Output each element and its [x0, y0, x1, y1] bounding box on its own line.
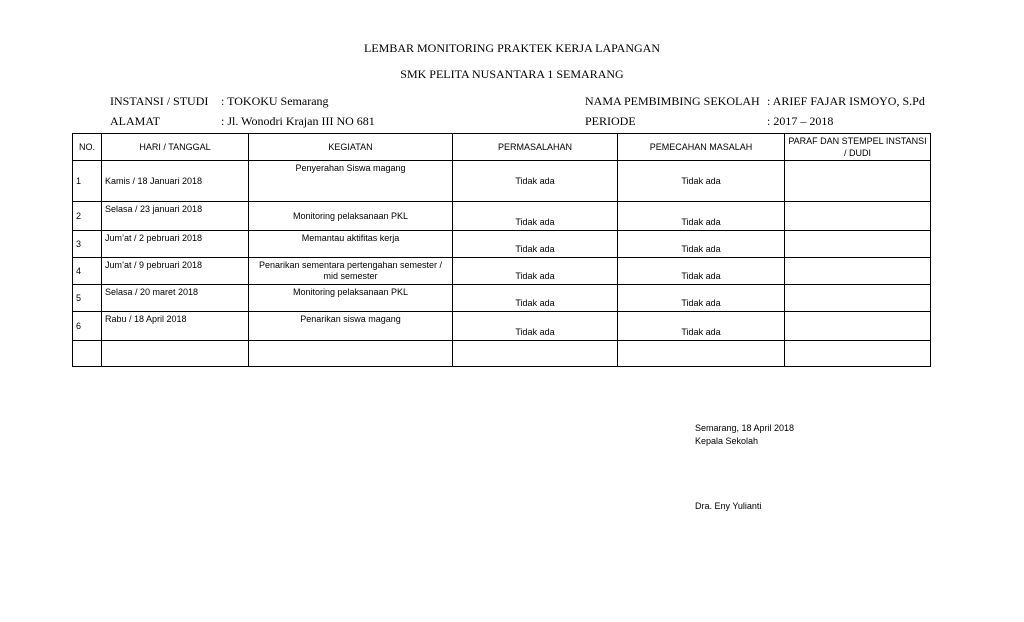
- row-date: Kamis / 18 Januari 2018: [102, 161, 249, 202]
- signature-role: Kepala Sekolah: [695, 436, 759, 446]
- row-sign: [785, 285, 931, 312]
- row-sign: [785, 231, 931, 258]
- col-header-date: HARI / TANGGAL: [102, 134, 249, 161]
- row-activity-cell: [249, 161, 453, 202]
- row-date-cell: [102, 202, 249, 231]
- row-no: 1: [73, 161, 102, 202]
- monitoring-table: [72, 133, 931, 367]
- row-solution-cell: [618, 231, 785, 258]
- row-solution-cell: [618, 285, 785, 312]
- row-solution: Tidak ada: [681, 327, 721, 337]
- row-solution: Tidak ada: [618, 161, 785, 202]
- row-problem: Tidak ada: [453, 161, 618, 202]
- row-date: Jum’at / 2 pebruari 2018: [105, 233, 203, 243]
- row-solution: Tidak ada: [681, 244, 721, 254]
- row-activity: Penarikan sementara pertengahan semester / mid semester: [258, 260, 443, 281]
- row-problem-cell: [453, 312, 618, 341]
- periode-value: : 2017 – 2018: [767, 114, 834, 128]
- col-header-sign: PARAF DAN STEMPEL INSTANSI / DUDI: [785, 134, 931, 161]
- row-solution: Tidak ada: [681, 298, 721, 308]
- table-row: [73, 231, 931, 258]
- row-activity-cell: [249, 231, 453, 258]
- col-header-activity: KEGIATAN: [249, 134, 453, 161]
- row-date-cell: [102, 285, 249, 312]
- document-title: LEMBAR MONITORING PRAKTEK KERJA LAPANGAN: [363, 41, 661, 55]
- table-header-row: [73, 134, 931, 161]
- table-row: [73, 202, 931, 231]
- row-sign: [785, 202, 931, 231]
- row-date: Selasa / 20 maret 2018: [105, 287, 199, 297]
- row-solution: Tidak ada: [681, 217, 721, 227]
- col-header-problem: PERMASALAHAN: [453, 134, 618, 161]
- row-problem: Tidak ada: [515, 298, 555, 308]
- row-date: Selasa / 23 januari 2018: [105, 204, 203, 214]
- signature-place-date: Semarang, 18 April 2018: [695, 423, 795, 433]
- row-date: [102, 341, 249, 367]
- pembimbing-value: : ARIEF FAJAR ISMOYO, S.Pd: [767, 94, 925, 108]
- pembimbing-label: NAMA PEMBIMBING SEKOLAH: [585, 94, 760, 108]
- table-row: [73, 285, 931, 312]
- periode-label: PERIODE: [585, 114, 636, 128]
- alamat-label: ALAMAT: [110, 114, 160, 128]
- table-row: [73, 258, 931, 285]
- row-activity: [249, 341, 453, 367]
- table-row: [73, 312, 931, 341]
- row-activity: Monitoring pelaksanaan PKL: [249, 202, 453, 231]
- col-header-solution: PEMECAHAN MASALAH: [618, 134, 785, 161]
- alamat-value: : Jl. Wonodri Krajan III NO 681: [221, 114, 375, 128]
- row-activity: Monitoring pelaksanaan PKL: [292, 287, 409, 297]
- row-problem-cell: [453, 202, 618, 231]
- row-activity: Penyerahan Siswa magang: [295, 163, 406, 173]
- row-problem: [453, 341, 618, 367]
- row-no: [73, 341, 102, 367]
- instansi-label: INSTANSI / STUDI: [110, 94, 209, 108]
- row-date: Jum’at / 9 pebruari 2018: [105, 260, 203, 270]
- col-header-no: NO.: [73, 134, 102, 161]
- row-solution-cell: [618, 202, 785, 231]
- row-problem: Tidak ada: [515, 271, 555, 281]
- row-problem-cell: [453, 231, 618, 258]
- row-sign: [785, 258, 931, 285]
- row-no: 4: [73, 258, 102, 285]
- row-no: 3: [73, 231, 102, 258]
- row-activity-cell: [249, 285, 453, 312]
- row-no: 5: [73, 285, 102, 312]
- row-solution-cell: [618, 258, 785, 285]
- row-activity-cell: [249, 312, 453, 341]
- row-problem-cell: [453, 285, 618, 312]
- row-date: Rabu / 18 April 2018: [105, 314, 187, 324]
- row-date-cell: [102, 312, 249, 341]
- row-sign: [785, 341, 931, 367]
- row-sign: [785, 312, 931, 341]
- instansi-value: : TOKOKU Semarang: [221, 94, 329, 108]
- row-problem-cell: [453, 258, 618, 285]
- table-row-empty: [73, 341, 931, 367]
- row-sign: [785, 161, 931, 202]
- row-solution: Tidak ada: [681, 271, 721, 281]
- row-date-cell: [102, 231, 249, 258]
- row-date-cell: [102, 258, 249, 285]
- row-solution: [618, 341, 785, 367]
- row-problem: Tidak ada: [515, 217, 555, 227]
- row-no: 2: [73, 202, 102, 231]
- table-row: [73, 161, 931, 202]
- row-problem: Tidak ada: [515, 327, 555, 337]
- row-no: 6: [73, 312, 102, 341]
- row-problem: Tidak ada: [515, 244, 555, 254]
- row-activity: Penarikan siswa magang: [300, 314, 401, 324]
- row-activity: Memantau aktifitas kerja: [301, 233, 400, 243]
- row-activity-cell: [249, 258, 453, 285]
- signature-name: Dra. Eny Yulianti: [695, 501, 762, 511]
- school-name: SMK PELITA NUSANTARA 1 SEMARANG: [400, 67, 624, 81]
- row-solution-cell: [618, 312, 785, 341]
